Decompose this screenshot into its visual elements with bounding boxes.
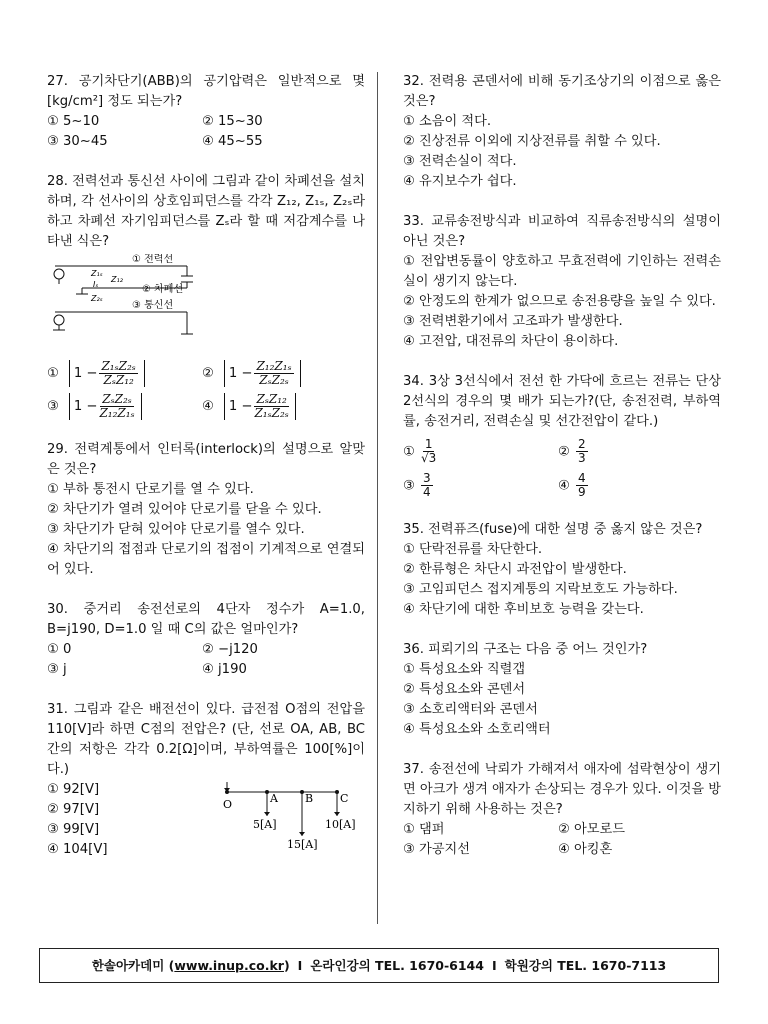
formula-den: Z₁ₛZ₂ₛ xyxy=(254,406,289,420)
question-stem: 37. 송전선에 낙뢰가 가해져서 애자에 섬락현상이 생기면 아크가 생겨 애자가 손상되는 경우가 있다. 이것을 방지하기 위해 사용하는 것은? xyxy=(403,762,721,817)
option-1[interactable]: ① 단락전류를 차단한다. xyxy=(403,542,543,557)
formula-den: Z₁₂Z₁ₛ xyxy=(99,406,135,420)
option-1[interactable] xyxy=(403,438,558,465)
option-mark: ③ xyxy=(403,478,415,493)
formula-num: ZₛZ₂ₛ xyxy=(102,392,132,406)
question-36 xyxy=(403,640,721,740)
formula-one-minus: 1 − xyxy=(228,398,253,414)
option-3[interactable]: ③ 전력변환기에서 고조파가 발생한다. xyxy=(403,314,623,329)
option-row xyxy=(47,640,365,660)
option-1[interactable]: ① 부하 통전시 단로기를 열 수 있다. xyxy=(47,482,254,497)
question-stem: 31. 그림과 같은 배전선이 있다. 급전점 O점의 전압을 110[V]라 하면 C점의 전압은? (단, 선로 OA, AB, BC간의 저항은 각각 0.2[Ω]이며, 부하역률은 100[%]이다.) xyxy=(47,702,365,777)
option-3[interactable]: ③ 소호리액터와 콘덴서 xyxy=(403,702,538,717)
question-stem: 36. 피뢰기의 구조는 다음 중 어느 것인가? xyxy=(403,642,648,657)
option-2[interactable]: ② 아모로드 xyxy=(558,822,625,837)
source-icon xyxy=(54,315,64,325)
option-4[interactable]: ④ j190 xyxy=(202,662,247,677)
option-mark: ④ xyxy=(558,478,570,493)
diagram-label-c: C xyxy=(340,792,349,805)
question-32 xyxy=(403,72,721,192)
option-3[interactable]: ③ j xyxy=(47,662,67,677)
option-3[interactable]: ③ 30~45 xyxy=(47,134,108,149)
diagram-label-i1: 5[A] xyxy=(253,818,277,831)
option-row xyxy=(47,112,365,132)
option-3[interactable]: ③ 전력손실이 적다. xyxy=(403,154,517,169)
diagram-label-comm: ③ 통신선 xyxy=(132,300,174,311)
fraction-num: 4 xyxy=(578,470,586,485)
source-icon xyxy=(54,269,64,279)
question-37 xyxy=(403,760,721,860)
fraction-den: 3 xyxy=(578,450,586,465)
option-1[interactable]: ① 92[V] xyxy=(47,782,100,797)
question-28 xyxy=(47,172,365,420)
option-1[interactable]: ① 5~10 xyxy=(47,114,100,129)
formula-num: Z₁ₛZ₂ₛ xyxy=(101,359,136,373)
option-1[interactable]: ① 소음이 적다. xyxy=(403,114,492,129)
footer-separator: I xyxy=(491,957,497,973)
question-stem: 30. 중거리 송전선로의 4단자 정수가 A=1.0, B=j190, D=1.0 일 때 C의 값은 얼마인가? xyxy=(47,602,365,637)
option-row xyxy=(403,470,721,500)
option-row xyxy=(47,360,365,387)
fraction-num: 2 xyxy=(578,436,586,451)
option-4[interactable]: ④ 차단기에 대한 후비보호 능력을 갖는다. xyxy=(403,602,644,617)
question-31 xyxy=(47,700,365,860)
option-1[interactable]: ① 전압변동률이 양호하고 무효전력에 기인하는 전력손실이 생기지 않는다. xyxy=(403,254,721,289)
option-4[interactable]: ④ 104[V] xyxy=(47,842,108,857)
question-35 xyxy=(403,520,721,620)
distribution-line-diagram xyxy=(207,780,357,860)
fraction-den: 9 xyxy=(578,484,586,499)
footer-online-tel: 온라인강의 TEL. 1670-6144 xyxy=(310,957,484,973)
option-row xyxy=(403,840,721,860)
question-stem: 28. 전력선과 통신선 사이에 그림과 같이 차폐선을 설치하며, 각 선사이의 상호임피던스를 각각 Z₁₂, Z₁ₛ, Z₂ₛ라 하고 차폐선 자기임피던스를 Zₛ라 할 때 저감계수를 나타낸 식은? xyxy=(47,174,365,249)
fraction-den: 4 xyxy=(423,484,431,499)
diagram-label-is: Iₛ xyxy=(93,280,99,289)
shielding-line-diagram xyxy=(47,254,207,354)
option-2[interactable] xyxy=(202,360,357,387)
question-stem: 35. 전력퓨즈(fuse)에 대한 설명 중 옳지 않은 것은? xyxy=(403,522,703,537)
option-mark: ② xyxy=(558,444,570,459)
option-1[interactable]: ① 0 xyxy=(47,642,72,657)
diagram-label-i2: 15[A] xyxy=(287,838,318,851)
option-2[interactable]: ② 안정도의 한계가 없으므로 송전용량을 높일 수 있다. xyxy=(403,294,716,309)
option-2[interactable] xyxy=(558,438,713,465)
question-stem: 27. 공기차단기(ABB)의 공기압력은 일반적으로 몇 [kg/cm²] 정도 되는가? xyxy=(47,74,365,109)
right-column xyxy=(403,72,721,860)
option-4[interactable]: ④ 유지보수가 쉽다. xyxy=(403,174,517,189)
option-3[interactable]: ③ 가공지선 xyxy=(403,842,470,857)
question-stem: 33. 교류송전방식과 비교하여 직류송전방식의 설명이 아닌 것은? xyxy=(403,214,721,249)
option-row xyxy=(47,660,365,680)
formula-den: ZₛZ₁₂ xyxy=(103,373,134,387)
option-2[interactable]: ② 97[V] xyxy=(47,802,100,817)
option-row xyxy=(47,132,365,152)
option-1[interactable]: ① 특성요소와 직렬갭 xyxy=(403,662,526,677)
diagram-label-b: B xyxy=(305,792,314,805)
diagram-label-z1s: Z₁ₛ xyxy=(91,269,103,278)
option-2[interactable]: ② 진상전류 이외에 지상전류를 취할 수 있다. xyxy=(403,134,661,149)
option-mark: ① xyxy=(47,365,59,381)
question-stem: 29. 전력계통에서 인터록(interlock)의 설명으로 알맞은 것은? xyxy=(47,442,365,477)
option-3[interactable]: ③ 차단기가 닫혀 있어야 단로기를 열수 있다. xyxy=(47,522,305,537)
formula-one-minus: 1 − xyxy=(73,398,98,414)
diagram-label-power: ① 전력선 xyxy=(132,254,174,265)
diagram-label-o: O xyxy=(223,798,233,811)
diagram-label-a: A xyxy=(270,792,278,805)
diagram-label-z2s: Z₂ₛ xyxy=(91,294,103,303)
option-mark: ① xyxy=(403,444,415,459)
footer-academy: 한솔아카데미 xyxy=(91,957,165,973)
option-3[interactable] xyxy=(403,472,558,499)
question-33 xyxy=(403,212,721,352)
diagram-label-i3: 10[A] xyxy=(325,818,356,831)
formula-den: ZₛZ₂ₛ xyxy=(259,373,289,387)
option-row xyxy=(403,436,721,466)
option-row xyxy=(403,820,721,840)
option-4[interactable] xyxy=(558,472,713,499)
formula-one-minus: 1 − xyxy=(73,365,98,381)
option-2[interactable]: ② 15~30 xyxy=(202,114,263,129)
question-34 xyxy=(403,372,721,500)
option-3[interactable]: ③ 99[V] xyxy=(47,822,100,837)
fraction-den: √3 xyxy=(421,450,437,465)
question-stem: 32. 전력용 콘덴서에 비해 동기조상기의 이점으로 옳은 것은? xyxy=(403,74,721,109)
option-row xyxy=(47,393,365,420)
formula-num: Z₁₂Z₁ₛ xyxy=(256,359,292,373)
left-column xyxy=(47,72,365,860)
formula-num: ZₛZ₁₂ xyxy=(256,392,287,406)
question-27 xyxy=(47,72,365,152)
footer-offline-tel: 학원강의 TEL. 1670-7113 xyxy=(504,957,667,973)
question-30 xyxy=(47,600,365,680)
fraction-num: 1 xyxy=(424,436,433,451)
option-4[interactable]: ④ 특성요소와 소호리액터 xyxy=(403,722,551,737)
option-3[interactable] xyxy=(47,393,202,420)
diagram-label-z12: Z₁₂ xyxy=(111,275,123,284)
option-2[interactable]: ② 한류형은 차단시 과전압이 발생한다. xyxy=(403,562,627,577)
footer-bar: 한솔아카데미 ( www.inup.co.kr ) I 온라인강의 TEL. 1670-6144 I 학원강의 TEL. 1670-7113 xyxy=(39,948,719,983)
option-2[interactable]: ② 차단기가 열려 있어야 단로기를 닫을 수 있다. xyxy=(47,502,322,517)
option-4[interactable]: ④ 45~55 xyxy=(202,134,263,149)
option-4[interactable]: ④ 아킹혼 xyxy=(558,842,613,857)
option-3[interactable]: ③ 고임피던스 접지계통의 지락보호도 가능하다. xyxy=(403,582,678,597)
option-1[interactable]: ① 댐퍼 xyxy=(403,822,445,837)
option-4[interactable]: ④ 차단기의 접점과 단로기의 접점이 기계적으로 연결되어 있다. xyxy=(47,542,365,577)
formula-one-minus: 1 − xyxy=(228,365,253,381)
option-mark: ④ xyxy=(202,398,214,414)
option-mark: ③ xyxy=(47,398,59,414)
option-2[interactable]: ② 특성요소와 콘덴서 xyxy=(403,682,526,697)
column-divider xyxy=(377,72,378,924)
diagram-label-shield: ② 차폐선 xyxy=(142,284,184,295)
fraction-num: 3 xyxy=(423,470,431,485)
option-mark: ② xyxy=(202,365,214,381)
question-stem: 34. 3상 3선식에서 전선 한 가닥에 흐르는 전류는 단상 2선식의 경우의 몇 배가 되는가?(단, 송전전력, 부하역률, 송전거리, 전력손실 및 선간전압이 같다.) xyxy=(403,374,721,429)
option-4[interactable]: ④ 고전압, 대전류의 차단이 용이하다. xyxy=(403,334,619,349)
footer-site-link[interactable]: www.inup.co.kr xyxy=(174,957,284,973)
option-2[interactable]: ② −j120 xyxy=(202,642,258,657)
option-1[interactable] xyxy=(47,360,202,387)
option-4[interactable] xyxy=(202,393,357,420)
footer-separator: I xyxy=(297,957,303,973)
question-29 xyxy=(47,440,365,580)
